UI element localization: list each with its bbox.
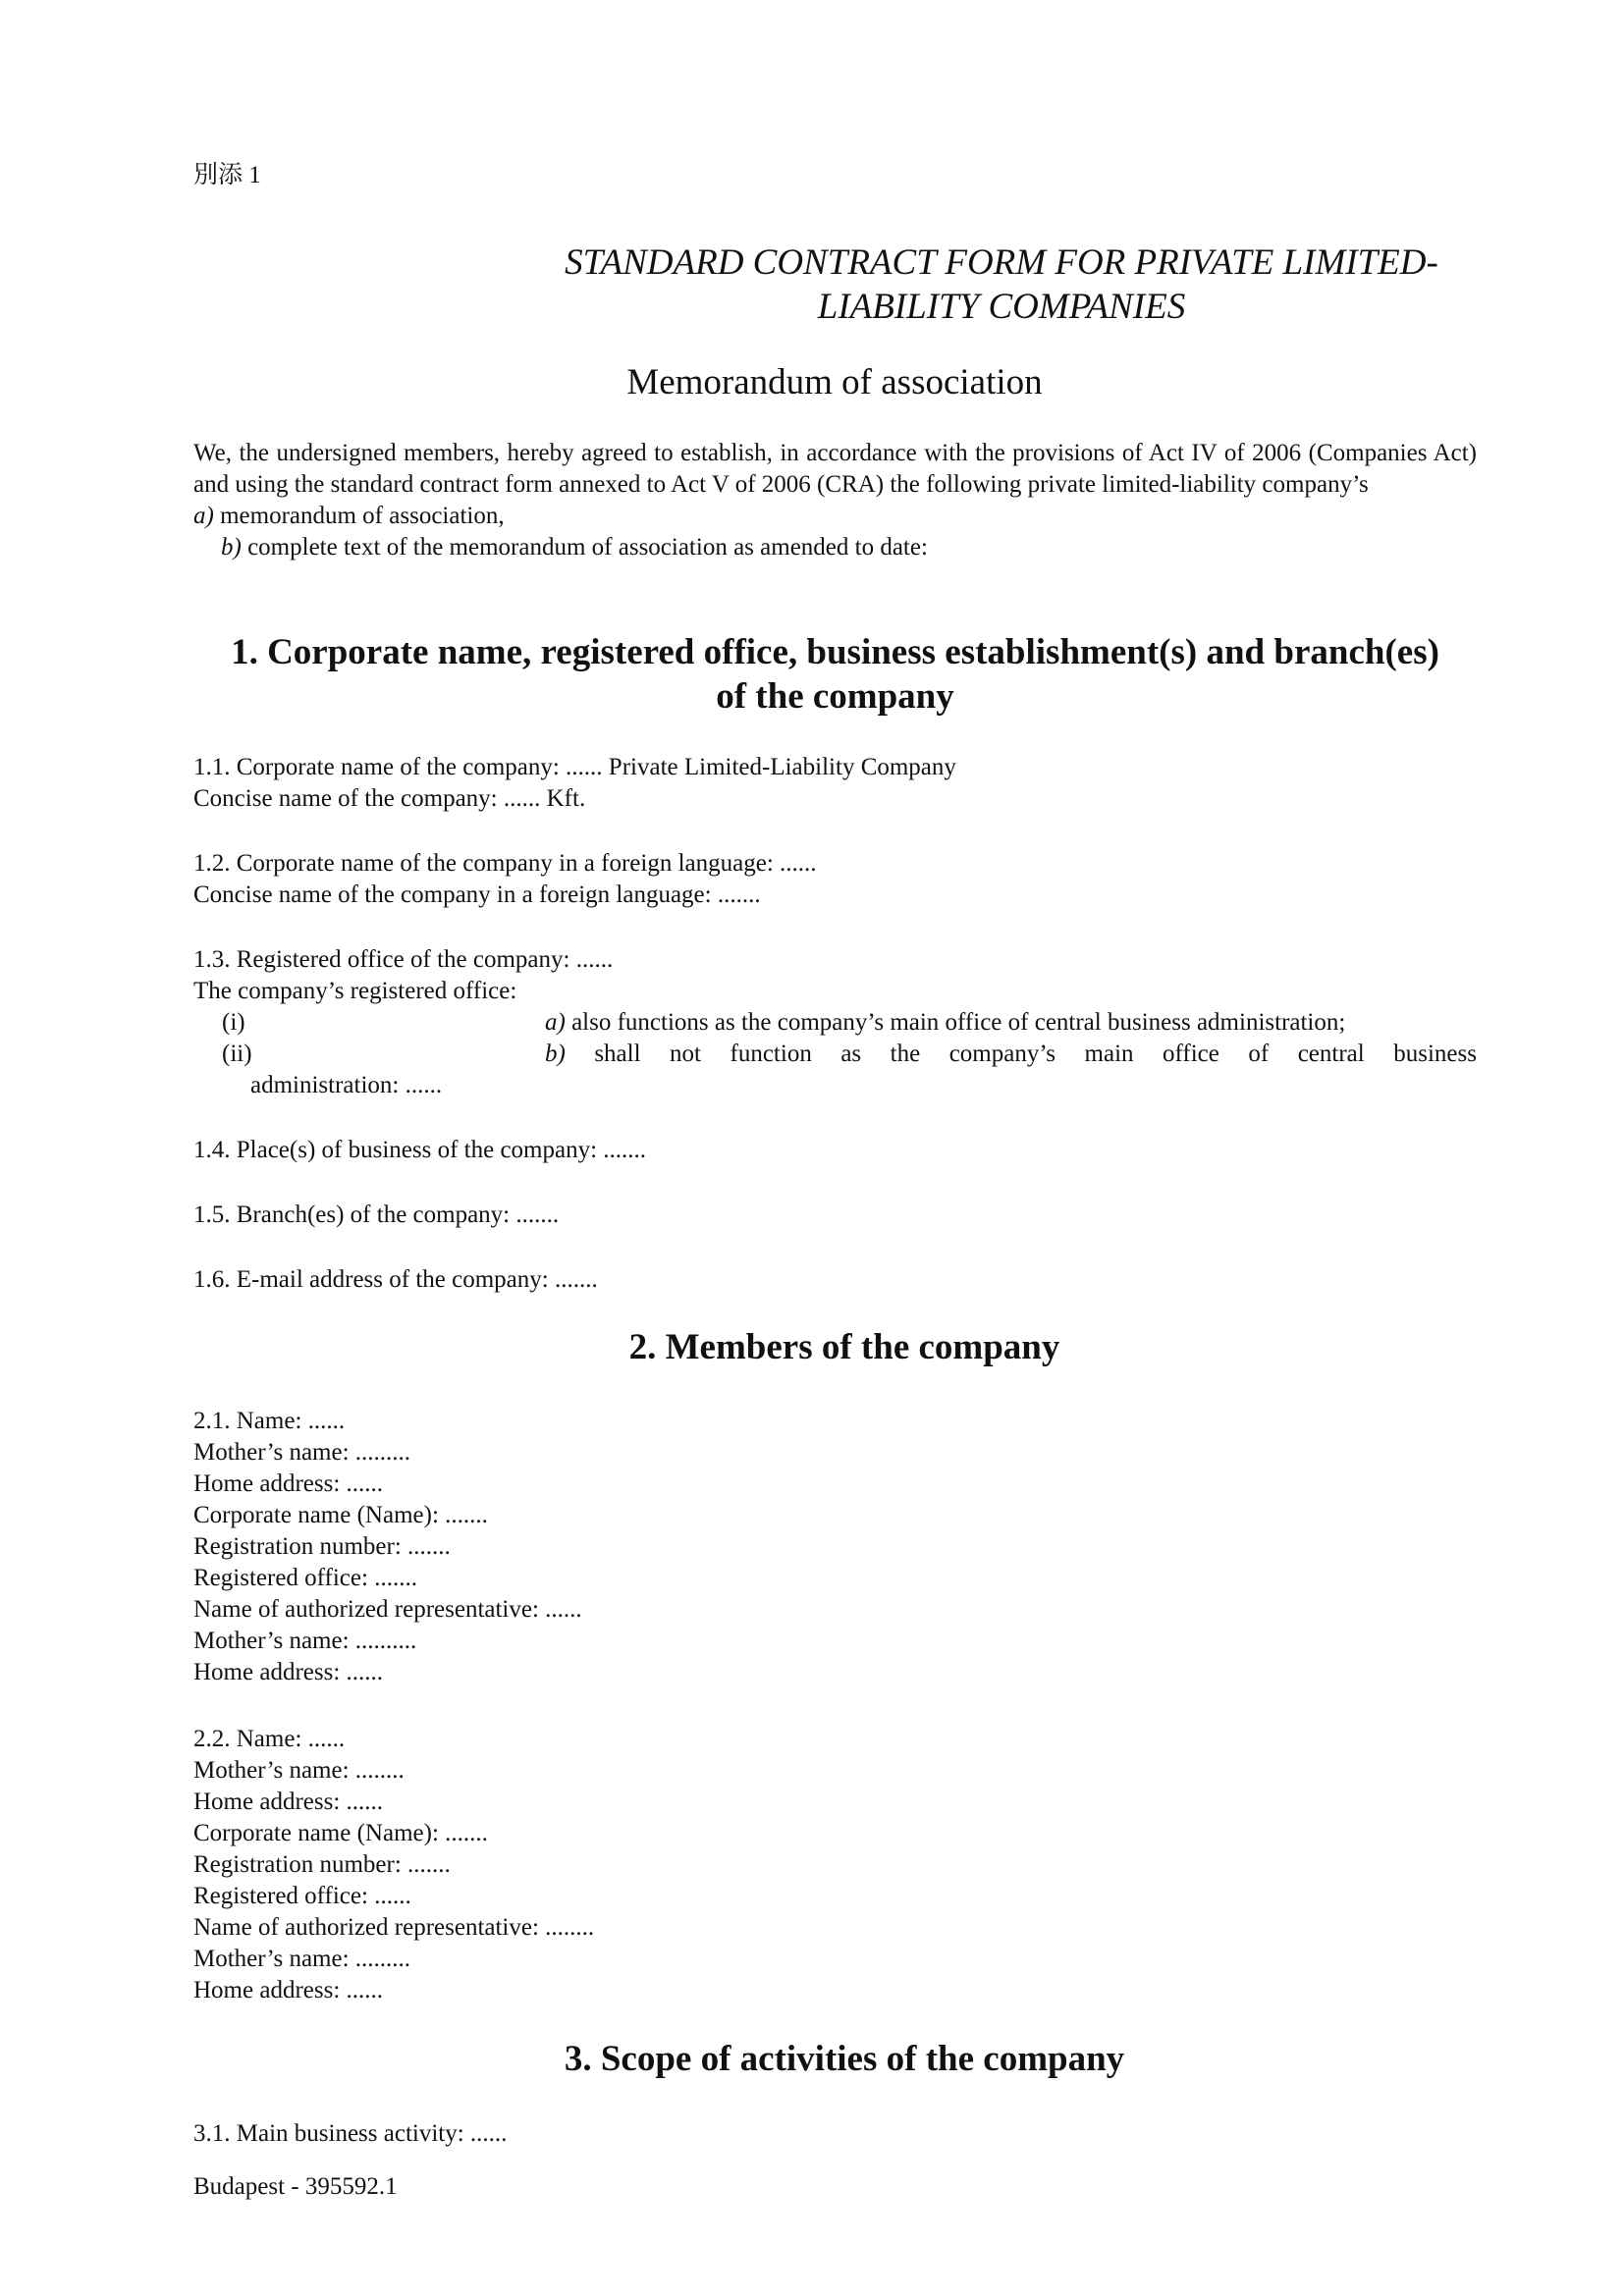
- document-subtitle: Memorandum of association: [626, 362, 1043, 402]
- section-1-heading-line-1: 1. Corporate name, registered office, business establishment(s) and branch(es): [231, 632, 1439, 672]
- member-1-mother-name: Mother’s name: .........: [193, 1439, 411, 1466]
- member-2-name: 2.2. Name: ......: [193, 1726, 346, 1752]
- option-ii-word: office: [1163, 1041, 1219, 1067]
- option-i-text: [545, 1007, 1345, 1039]
- item-1-2-concise: Concise name of the company in a foreign language: .......: [193, 881, 761, 908]
- section-2-heading: 2. Members of the company: [628, 1327, 1060, 1367]
- option-ii-word: of: [1248, 1041, 1270, 1067]
- member-2-block: [193, 1724, 594, 2006]
- title-line-2: LIABILITY COMPANIES: [817, 287, 1186, 327]
- member-1-corporate-name: Corporate name (Name): .......: [193, 1502, 488, 1528]
- option-ii-word: company’s: [948, 1041, 1056, 1067]
- option-i-label: (i): [222, 1009, 245, 1036]
- option-ii-word: main: [1084, 1041, 1134, 1067]
- option-ii-marker: b): [545, 1041, 566, 1067]
- option-a-text: memorandum of association,: [213, 503, 505, 529]
- item-1-4: 1.4. Place(s) of business of the company: .......: [193, 1137, 647, 1163]
- member-2-registered-office: Registered office: ......: [193, 1883, 411, 1909]
- member-1-rep-mother-name: Mother’s name: ..........: [193, 1628, 417, 1654]
- member-2-rep-home-address: Home address: ......: [193, 1977, 384, 2003]
- member-1-rep-home-address: Home address: ......: [193, 1659, 384, 1685]
- member-2-corporate-name: Corporate name (Name): .......: [193, 1820, 488, 1846]
- option-b-text: complete text of the memorandum of association as amended to date:: [241, 534, 928, 561]
- intro-option-a: [193, 501, 1477, 532]
- member-1-home-address: Home address: ......: [193, 1470, 384, 1497]
- item-1-6: 1.6. E-mail address of the company: .......: [193, 1266, 598, 1293]
- item-1-1-concise: Concise name of the company: ...... Kft.: [193, 785, 586, 812]
- section-3-heading: 3. Scope of activities of the company: [564, 2039, 1125, 2079]
- member-2-registration-number: Registration number: .......: [193, 1851, 451, 1878]
- item-1-1: 1.1. Corporate name of the company: ...... Private Limited-Liability Company: [193, 754, 956, 780]
- member-2-representative: Name of authorized representative: ........: [193, 1914, 595, 1941]
- title-line-1: STANDARD CONTRACT FORM FOR PRIVATE LIMITED-: [565, 242, 1438, 283]
- option-ii-word: shall: [594, 1041, 641, 1067]
- option-ii-word: not: [670, 1041, 701, 1067]
- member-2-rep-mother-name: Mother’s name: .........: [193, 1946, 411, 1972]
- attachment-label: 別添 1: [193, 162, 261, 188]
- item-1-3: 1.3. Registered office of the company: ......: [193, 946, 614, 973]
- member-1-block: [193, 1406, 582, 1688]
- option-a-marker: a): [193, 503, 214, 529]
- intro-text: We, the undersigned members, hereby agreed to establish, in accordance with the provisions of Act IV of 2006 (Companies Act) and using the standard contract form annexed to Act V of 2006 (CRA) the following private limited-liability company’s: [193, 440, 1477, 498]
- member-1-registered-office: Registered office: .......: [193, 1565, 417, 1591]
- option-ii-label: (ii): [222, 1041, 252, 1067]
- option-ii-continuation: administration: ......: [250, 1072, 443, 1098]
- item-1-5: 1.5. Branch(es) of the company: .......: [193, 1201, 560, 1228]
- item-1-2: 1.2. Corporate name of the company in a foreign language: ......: [193, 850, 817, 877]
- option-i-body: also functions as the company’s main office of central business administration;: [565, 1009, 1346, 1036]
- option-b-marker: b): [221, 534, 242, 561]
- intro-option-b: [193, 532, 1477, 563]
- option-ii-text: [545, 1039, 1477, 1070]
- option-ii-word: as: [840, 1041, 862, 1067]
- item-1-3-office: The company’s registered office:: [193, 978, 517, 1004]
- option-i-marker: a): [545, 1009, 566, 1036]
- member-2-mother-name: Mother’s name: ........: [193, 1757, 405, 1784]
- section-1-heading: [193, 630, 1477, 719]
- option-ii-word: function: [730, 1041, 812, 1067]
- intro-paragraph: [193, 438, 1477, 563]
- item-3-1: 3.1. Main business activity: ......: [193, 2120, 508, 2147]
- page-footer: Budapest - 395592.1: [193, 2173, 398, 2200]
- option-ii-word: the: [890, 1041, 921, 1067]
- section-1-heading-line-2: of the company: [716, 676, 954, 717]
- member-1-name: 2.1. Name: ......: [193, 1408, 346, 1434]
- member-1-representative: Name of authorized representative: ......: [193, 1596, 582, 1623]
- option-ii-word: central: [1297, 1041, 1365, 1067]
- option-ii-word: business: [1393, 1041, 1477, 1067]
- document-title: [511, 240, 1492, 329]
- member-2-home-address: Home address: ......: [193, 1789, 384, 1815]
- member-1-registration-number: Registration number: .......: [193, 1533, 451, 1560]
